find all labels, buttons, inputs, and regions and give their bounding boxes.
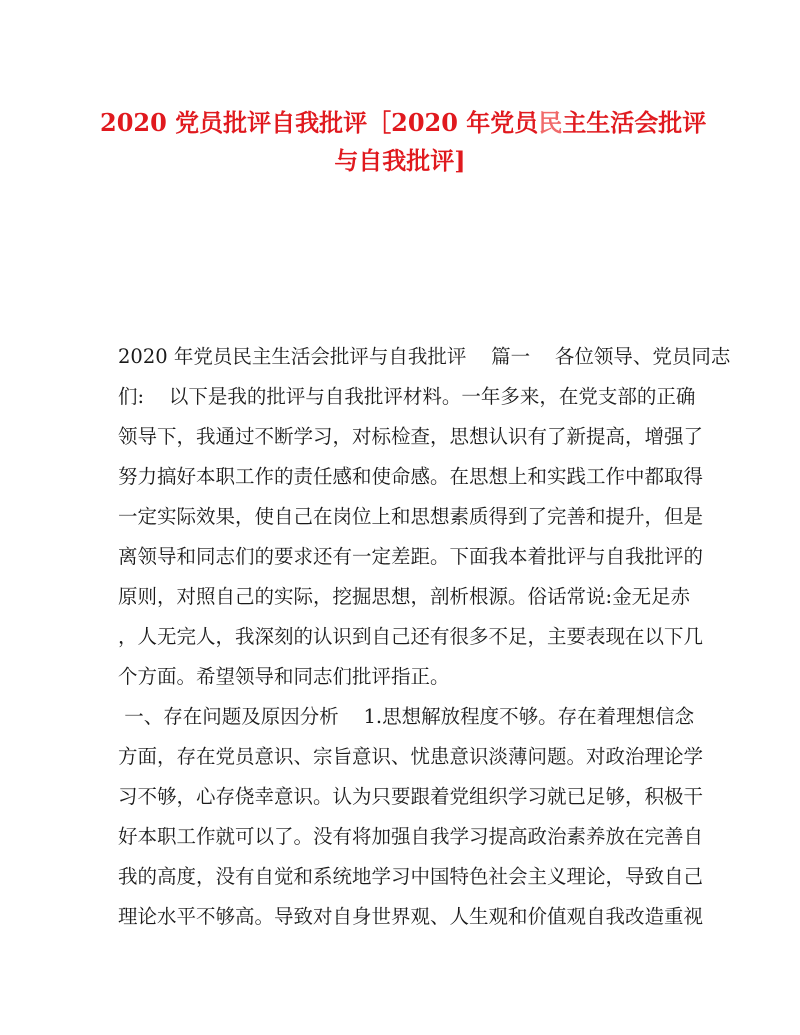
- body-line-11: 方面，存在党员意识、宗旨意识、忧患意识淡薄问题。对政治理论学: [118, 745, 704, 768]
- body-line-9: 个方面。希望领导和同志们批评指正。: [118, 665, 450, 688]
- body-line-2: 们: 以下是我的批评与自我批评材料。一年多来，在党支部的正确: [118, 385, 696, 408]
- body-line-3: 领导下，我通过不断学习，对标检查，思想认识有了新提高，增强了: [118, 425, 704, 448]
- body-line-7: 原则，对照自己的实际，挖掘思想，剖析根源。俗话常说:金无足赤: [118, 585, 691, 608]
- body-line-5: 一定实际效果，使自己在岗位上和思想素质得到了完善和提升，但是: [118, 505, 704, 528]
- title-accent-char: 民: [538, 108, 563, 137]
- body-line-6: 离领导和同志们的要求还有一定差距。下面我本着批评与自我批评的: [118, 545, 704, 568]
- title-prefix: 2020 党员批评自我批评［2020 年党员: [100, 108, 539, 137]
- body-line-13: 好本职工作就可以了。没有将加强自我学习提高政治素养放在完善自: [118, 825, 704, 848]
- body-line-12: 习不够，心存侥幸意识。认为只要跟着党组织学习就已足够，积极干: [118, 785, 704, 808]
- body-line-4: 努力搞好本职工作的责任感和使命感。在思想上和实践工作中都取得: [118, 465, 704, 488]
- body-line-1: 2020 年党员民主生活会批评与自我批评 篇一 各位领导、党员同志: [118, 345, 731, 368]
- title-suffix: 主生活会批评: [562, 108, 707, 137]
- body-line-14: 我的高度，没有自觉和系统地学习中国特色社会主义理论，导致自己: [118, 865, 704, 888]
- body-line-8: ，人无完人，我深刻的认识到自己还有很多不足，主要表现在以下几: [118, 625, 704, 648]
- body-line-10: 一、存在问题及原因分析 1.思想解放程度不够。存在着理想信念: [118, 705, 695, 728]
- body-line-15: 理论水平不够高。导致对自身世界观、人生观和价值观自我改造重视: [118, 905, 704, 928]
- document-title-line-2: 与自我批评]: [334, 146, 466, 175]
